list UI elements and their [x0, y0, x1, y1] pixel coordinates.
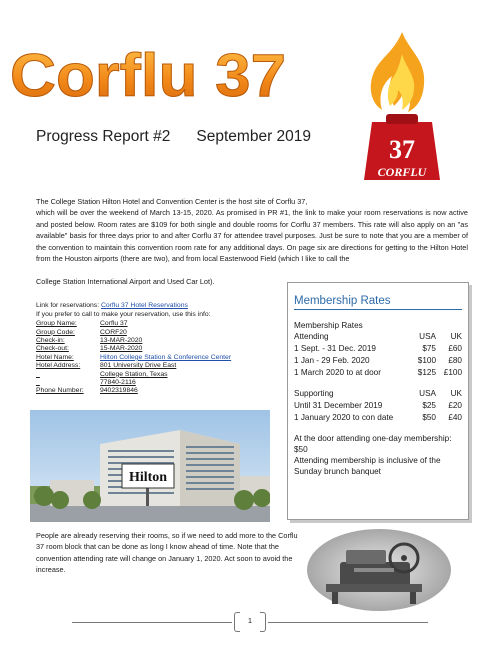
- intro-tail: College Station International Airport and Used Car Lot).: [36, 277, 215, 286]
- reservation-link-row: [36, 302, 276, 311]
- rate-gbp: £20: [448, 401, 462, 410]
- rate-usd: $100: [417, 356, 436, 365]
- detail-key: _: [36, 379, 40, 387]
- detail-value: College Station, Texas: [100, 370, 168, 378]
- rate-gbp: £100: [443, 368, 462, 377]
- one-day-membership-note: At the door attending one-day membership: $50: [294, 434, 452, 454]
- report-month: September 2019: [196, 128, 312, 145]
- report-number: Progress Report #2: [36, 128, 171, 145]
- table-row: [36, 379, 231, 387]
- detail-key: Hotel Name:: [36, 353, 74, 361]
- page-footer: [0, 612, 500, 632]
- reservation-link-label: Link for reservations:: [36, 302, 100, 309]
- table-row: [36, 387, 231, 395]
- rate-gbp: £60: [448, 344, 462, 353]
- rate-period: 1 January 2020 to con date: [294, 413, 394, 422]
- attending-header-row: [294, 331, 462, 343]
- hotel-reservation-link[interactable]: Corflu 37 Hotel Reservations: [100, 302, 188, 309]
- printing-press-illustration: [306, 528, 452, 612]
- attending-label: Attending: [294, 332, 329, 341]
- detail-value: 13-MAR-2020: [100, 337, 143, 344]
- table-row: [36, 320, 231, 328]
- logo-word: CORFLU: [377, 165, 427, 179]
- table-row: [36, 362, 231, 370]
- masthead-title-text: Corflu 37: [10, 42, 286, 108]
- rate-row: [294, 355, 462, 367]
- logo-number: 37: [389, 135, 415, 164]
- supporting-label: Supporting: [294, 389, 334, 398]
- hotel-photo: [30, 410, 270, 522]
- rate-gbp: £40: [448, 413, 462, 422]
- detail-value: 15-MAR-2020: [100, 345, 143, 353]
- intro-line-2: which will be over the weekend of March 13-15, 2020. As promised in PR #1, the link to make your room reservations is now active and posted below. Room rates are $109 for both single and double rooms for Corflu 37 members. This rate will also apply on an "as available" basis for three days prior to and after Corflu 37 for attendee travel purposes. Just be sure to note that you are a member of the convention to maintain this convention room rate for any additional days. On page six are directions for getting to the Hilton Hotel from the Houston airports (there are two), and from local Easterwood Field (which I like to call the: [36, 208, 468, 264]
- detail-value: Corflu 37: [100, 320, 128, 328]
- detail-value: 801 University Drive East: [100, 362, 177, 370]
- usa-column-header: USA: [419, 389, 436, 398]
- rate-row: [294, 367, 462, 379]
- rate-period: Until 31 December 2019: [294, 401, 383, 410]
- table-row: [36, 345, 231, 353]
- rate-row: [294, 343, 462, 355]
- supporting-header-row: [294, 388, 462, 400]
- detail-key: Group Code:: [36, 328, 75, 336]
- progress-report-title: [36, 128, 311, 146]
- intro-paragraph: [36, 196, 468, 264]
- brunch-banquet-note: Attending membership is inclusive of the Sunday brunch banquet: [294, 456, 441, 476]
- detail-key: Phone Number:: [36, 387, 84, 395]
- rate-period: 1 Jan - 29 Feb. 2020: [294, 356, 370, 365]
- detail-value: 77840-2116: [100, 379, 136, 387]
- uk-column-header: UK: [450, 389, 462, 398]
- detail-value: 9402319846: [100, 387, 138, 395]
- corflu-37-logo: [360, 30, 444, 192]
- hotel-name-link[interactable]: Hilton College Station & Conference Center: [100, 353, 232, 361]
- rate-gbp: £80: [448, 356, 462, 365]
- rate-usd: $25: [422, 401, 436, 410]
- reservation-info: [36, 302, 276, 396]
- rate-usd: $75: [422, 344, 436, 353]
- detail-value: CORF20: [100, 328, 127, 336]
- detail-key: _: [36, 370, 40, 378]
- rate-row: [294, 412, 462, 424]
- uk-column-header: UK: [450, 332, 462, 341]
- membership-rates-subtitle: Membership Rates: [294, 321, 363, 330]
- detail-key: Check-in:: [36, 337, 65, 344]
- call-note: If you prefer to call to make your reservation, use this info:: [36, 310, 211, 318]
- table-row: [36, 371, 231, 379]
- table-row: [36, 329, 231, 337]
- table-row: [36, 337, 231, 345]
- detail-key: Hotel Address:: [36, 362, 81, 370]
- detail-key: Group Name:: [36, 320, 77, 328]
- rate-period: 1 March 2020 to at door: [294, 368, 381, 377]
- rate-period: 1 Sept. - 31 Dec. 2019: [294, 344, 376, 353]
- membership-rates-box: [287, 282, 469, 520]
- detail-key: Check-out:: [36, 345, 69, 353]
- page-number: 1: [247, 616, 253, 625]
- rate-row: [294, 400, 462, 412]
- room-block-paragraph: People are already reserving their rooms, so if we need to add more to the Corflu 37 room block that can be done as long I know ahead of time. Note that the convention attending rate will change on January 1, 2020. Act soon to avoid the increase.: [36, 531, 298, 575]
- rate-usd: $125: [417, 368, 436, 377]
- membership-rates-heading: Membership Rates: [294, 295, 462, 310]
- hilton-sign: Hilton: [128, 470, 168, 485]
- reservation-details-table: [36, 320, 231, 396]
- usa-column-header: USA: [419, 332, 436, 341]
- table-row: [36, 354, 231, 362]
- masthead-title: [4, 38, 294, 108]
- rate-usd: $50: [422, 413, 436, 422]
- intro-line-1: The College Station Hilton Hotel and Convention Center is the host site of Corflu 37,: [36, 197, 308, 206]
